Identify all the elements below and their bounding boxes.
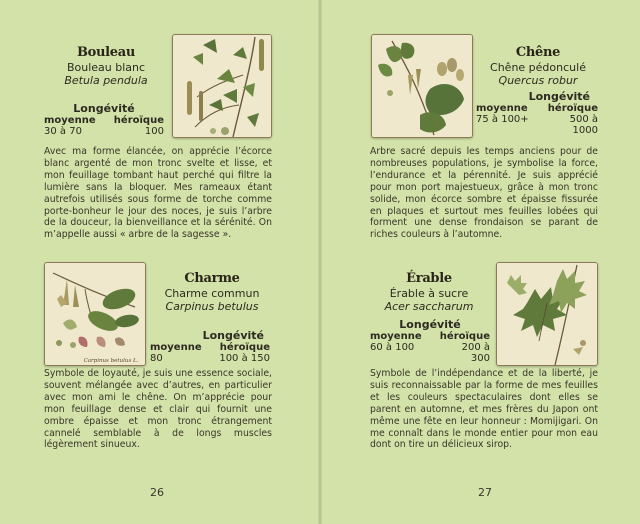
longevity-values [150, 353, 270, 364]
tree-description: Symbole de loyauté, je suis une essence sociale, souvent mélangée avec d’autres, en particulier avec mon ami le chêne. On m’apprécie pour mon feuillage dense et clair qui fournit une ombre épaisse et mon tronc étrangement cannelé semblable à de longs muscles légèrement sinueux. [44, 368, 272, 451]
longevity-block [476, 90, 598, 136]
longevity-labels [476, 103, 598, 114]
longevity-block [370, 318, 490, 364]
common-name: Bouleau blanc [66, 61, 146, 74]
tree-name: Bouleau [76, 45, 136, 60]
longevity-average-label: moyenne [370, 331, 422, 342]
longevity-block [150, 329, 270, 364]
longevity-values [476, 114, 598, 136]
latin-name: Quercus robur [498, 74, 578, 87]
common-name: Érable à sucre [389, 287, 469, 300]
tree-name: Érable [406, 271, 452, 286]
longevity-heroic-value: 500 à 1000 [569, 114, 598, 136]
latin-name: Betula pendula [64, 74, 148, 87]
longevity-heroic-label: héroïque [219, 342, 270, 353]
maple-botanical-illustration-icon [496, 262, 598, 366]
oak-botanical-illustration-icon [371, 34, 473, 138]
common-name: Charme commun [164, 287, 260, 300]
longevity-title: Longévité [73, 102, 135, 115]
longevity-average-value: 30 à 70 [44, 126, 82, 137]
longevity-values [44, 126, 164, 137]
longevity-average-value: 80 [150, 353, 163, 364]
longevity-average-value: 75 à 100+ [476, 114, 529, 125]
longevity-heroic-label: héroïque [547, 103, 598, 114]
tree-heading [480, 44, 596, 87]
longevity-labels [370, 331, 490, 342]
tree-name: Chêne [515, 45, 561, 60]
longevity-average-label: moyenne [476, 103, 528, 114]
longevity-labels [44, 115, 164, 126]
longevity-title: Longévité [202, 329, 264, 342]
longevity-average-value: 60 à 100 [370, 342, 415, 353]
longevity-values [370, 342, 490, 364]
longevity-block [44, 102, 164, 137]
hornbeam-botanical-illustration-icon [44, 262, 146, 366]
longevity-heroic-value: 200 à 300 [461, 342, 490, 364]
right-page [320, 0, 640, 524]
tree-heading [52, 44, 160, 87]
longevity-title: Longévité [528, 90, 590, 103]
longevity-labels [150, 342, 270, 353]
birch-botanical-illustration-icon [172, 34, 272, 138]
longevity-title: Longévité [399, 318, 461, 331]
common-name: Chêne pédonculé [490, 61, 586, 74]
longevity-heroic-value: 100 [144, 126, 164, 137]
tree-heading [370, 270, 488, 313]
page-number: 26 [150, 486, 164, 499]
longevity-average-label: moyenne [44, 115, 96, 126]
tree-description: Arbre sacré depuis les temps anciens pour de nombreuses populations, je symbolise la force, l’endurance et la pérennité. Je suis apprécié pour mon port majestueux, grâce à mon tronc solide, mon écorce sombre et épaisse fissurée en plaques et surtout mes feuilles lobées qui forment une dense frondaison se parant de riches couleurs à l’automne. [370, 146, 598, 241]
longevity-heroic-label: héroïque [439, 331, 490, 342]
plate-caption: Carpinus betulus L. [83, 358, 139, 364]
longevity-heroic-value: 100 à 150 [219, 353, 270, 364]
latin-name: Acer saccharum [384, 300, 474, 313]
tree-heading [154, 270, 270, 313]
tree-name: Charme [184, 271, 240, 286]
longevity-heroic-label: héroïque [113, 115, 164, 126]
page-number: 27 [478, 486, 492, 499]
tree-description: Avec ma forme élancée, on apprécie l’écorce blanc argenté de mon tronc svelte et lisse, et mon feuillage tombant haut perché qui filtre la lumière sans la bloquer. Mes rameaux étant autrefois utilisés sous forme de torche comme porte-bonheur le jour des noces, je suis l’arbre de la douceur, la bienveillance et la sérénité. On m’appelle aussi « arbre de la sagesse ». [44, 146, 272, 241]
longevity-average-label: moyenne [150, 342, 202, 353]
latin-name: Carpinus betulus [165, 300, 259, 313]
tree-description: Symbole de l’indépendance et de la liberté, je suis reconnaissable par la forme de mes feuilles et les couleurs spectaculaires dont elles se parent en automne, et mes frères du Japon ont même une fête en leur honneur : Momijigari. On me connaît dans le monde entier pour mon eau dont on tire un délicieux sirop. [370, 368, 598, 451]
